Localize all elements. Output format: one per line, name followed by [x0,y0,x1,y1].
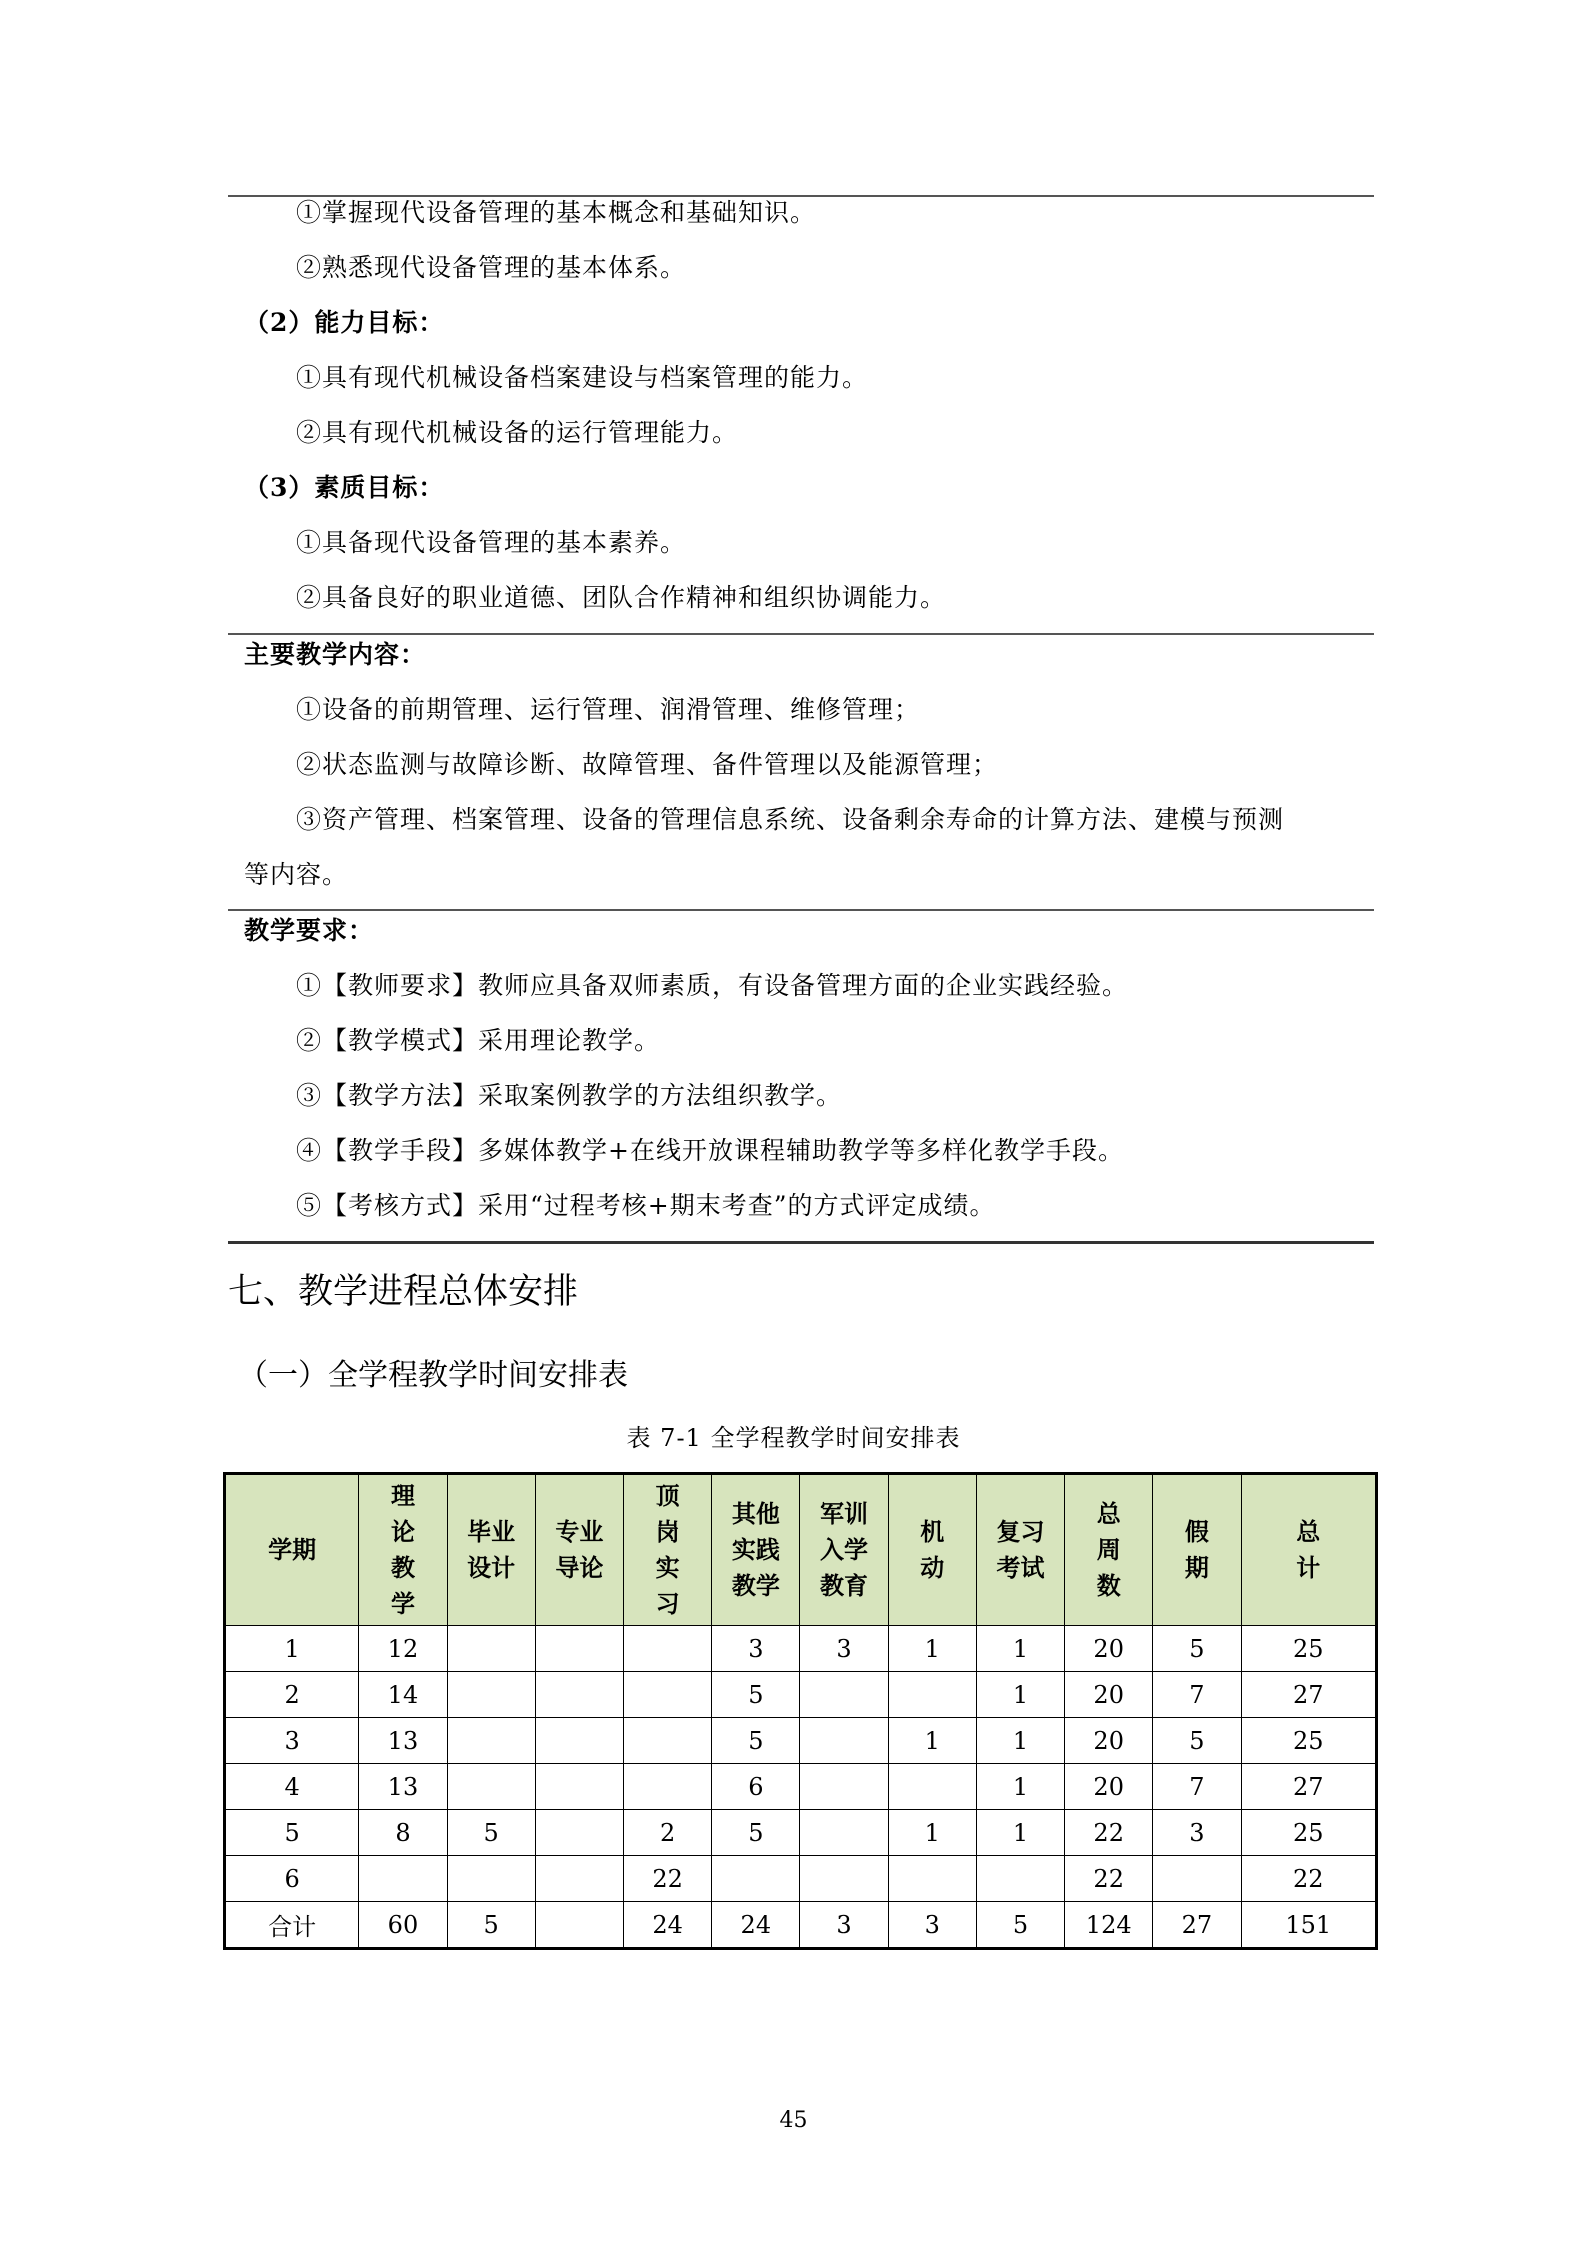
table-cell: 1 [888,1626,976,1672]
table-cell [800,1810,888,1856]
table-cell: 5 [712,1672,800,1718]
table-cell: 1 [976,1672,1064,1718]
requirement-item-4: ④【教学手段】多媒体教学+在线开放课程辅助教学等多样化教学手段。 [296,1136,1124,1165]
requirement-item-3: ③【教学方法】采取案例教学的方法组织教学。 [296,1081,843,1110]
table-cell [535,1626,623,1672]
quality-item-2: ②具备良好的职业道德、团队合作精神和组织协调能力。 [296,583,947,612]
table-cell [624,1764,712,1810]
table-cell [359,1856,447,1902]
table-row [225,1718,1377,1764]
requirements-heading: 教学要求： [244,916,375,945]
table-cell: 27 [1153,1902,1241,1949]
subsection-title: （一）全学程教学时间安排表 [238,1358,628,1393]
table-cell: 6 [712,1764,800,1810]
ability-item-2: ②具有现代机械设备的运行管理能力。 [296,418,739,447]
knowledge-item-1: ①掌握现代设备管理的基本概念和基础知识。 [296,198,817,227]
table-cell: 20 [1065,1626,1153,1672]
table-header-cell: 机 动 [888,1474,976,1626]
page-number: 45 [779,2108,808,2133]
table-cell: 3 [800,1626,888,1672]
table-header-cell: 总 周 数 [1065,1474,1153,1626]
requirement-item-1: ①【教师要求】教师应具备双师素质，有设备管理方面的企业实践经验。 [296,971,1129,1000]
table-cell [447,1672,535,1718]
table-cell: 60 [359,1902,447,1949]
table-cell: 1 [888,1810,976,1856]
table-row [225,1810,1377,1856]
table-header-cell: 毕业 设计 [447,1474,535,1626]
table-row [225,1764,1377,1810]
table-cell [800,1672,888,1718]
content-heading: 主要教学内容： [244,640,427,669]
table-cell [447,1856,535,1902]
table-cell [712,1856,800,1902]
table-cell: 6 [225,1856,359,1902]
table-cell: 4 [225,1764,359,1810]
table-cell: 25 [1241,1810,1376,1856]
table-cell: 7 [1153,1672,1241,1718]
table-cell [800,1718,888,1764]
table-cell: 22 [1065,1856,1153,1902]
table-cell: 5 [976,1902,1064,1949]
table-cell: 1 [976,1718,1064,1764]
table-cell: 12 [359,1626,447,1672]
table-cell [447,1626,535,1672]
table-cell: 13 [359,1718,447,1764]
table-cell: 1 [976,1764,1064,1810]
table-cell: 22 [1065,1810,1153,1856]
table-header-row [225,1474,1377,1626]
top-rule [228,195,1374,197]
table-cell: 5 [712,1810,800,1856]
table-cell: 2 [624,1810,712,1856]
table-cell [888,1672,976,1718]
table-cell: 2 [225,1672,359,1718]
table-cell [800,1764,888,1810]
table-cell [1153,1856,1241,1902]
table-cell: 5 [1153,1718,1241,1764]
table-row [225,1856,1377,1902]
table-cell: 22 [624,1856,712,1902]
table-body [225,1626,1377,1949]
table-cell: 24 [712,1902,800,1949]
table-cell [535,1902,623,1949]
table-cell [800,1856,888,1902]
table-cell: 24 [624,1902,712,1949]
table-cell: 5 [712,1718,800,1764]
table-cell: 5 [447,1902,535,1949]
table-cell: 1 [976,1810,1064,1856]
table-cell: 13 [359,1764,447,1810]
table-cell: 1 [225,1626,359,1672]
table-header-cell: 理 论 教 学 [359,1474,447,1626]
table-row [225,1672,1377,1718]
table-cell: 合计 [225,1902,359,1949]
table-cell: 7 [1153,1764,1241,1810]
table-cell: 20 [1065,1718,1153,1764]
table-row [225,1626,1377,1672]
table-cell [447,1764,535,1810]
table-cell: 3 [800,1902,888,1949]
content-rule [228,633,1374,635]
requirement-item-5: ⑤【考核方式】采用“过程考核+期末考查”的方式评定成绩。 [296,1191,996,1220]
table-cell: 1 [976,1626,1064,1672]
table-header-cell: 复习 考试 [976,1474,1064,1626]
table-cell [535,1718,623,1764]
table-cell: 27 [1241,1764,1376,1810]
table-cell: 22 [1241,1856,1376,1902]
table-cell [888,1764,976,1810]
content-continuation: 等内容。 [244,860,349,889]
ability-item-1: ①具有现代机械设备档案建设与档案管理的能力。 [296,363,869,392]
schedule-table [223,1472,1378,1950]
table-cell [624,1672,712,1718]
table-header-cell: 其他 实践 教学 [712,1474,800,1626]
table-cell: 151 [1241,1902,1376,1949]
table-caption: 表 7-1 全学程教学时间安排表 [626,1424,961,1452]
bottom-rule [228,1241,1374,1244]
table-cell: 25 [1241,1626,1376,1672]
table-cell: 1 [888,1718,976,1764]
table-cell: 20 [1065,1672,1153,1718]
table-cell: 3 [712,1626,800,1672]
table-row [225,1902,1377,1949]
requirements-rule [228,909,1374,911]
table-cell [535,1764,623,1810]
table-cell: 3 [1153,1810,1241,1856]
table-cell: 124 [1065,1902,1153,1949]
table-cell [535,1810,623,1856]
table-header-cell: 假 期 [1153,1474,1241,1626]
quality-item-1: ①具备现代设备管理的基本素养。 [296,528,687,557]
table-header-cell: 军训 入学 教育 [800,1474,888,1626]
table-cell: 14 [359,1672,447,1718]
table-cell: 5 [447,1810,535,1856]
content-item-1: ①设备的前期管理、运行管理、润滑管理、维修管理； [296,695,921,724]
table-cell: 5 [225,1810,359,1856]
table-cell [624,1626,712,1672]
table-cell: 5 [1153,1626,1241,1672]
table-cell: 20 [1065,1764,1153,1810]
table-header-cell: 专业 导论 [535,1474,623,1626]
knowledge-item-2: ②熟悉现代设备管理的基本体系。 [296,253,687,282]
table-cell [888,1856,976,1902]
table-cell: 3 [225,1718,359,1764]
content-item-3: ③资产管理、档案管理、设备的管理信息系统、设备剩余寿命的计算方法、建模与预测 [296,805,1285,834]
table-cell [535,1856,623,1902]
table-cell [624,1718,712,1764]
table-cell: 3 [888,1902,976,1949]
table-header-cell: 总 计 [1241,1474,1376,1626]
table-cell: 27 [1241,1672,1376,1718]
table-cell [535,1672,623,1718]
table-cell: 8 [359,1810,447,1856]
table-cell [976,1856,1064,1902]
table-cell [447,1718,535,1764]
content-item-2: ②状态监测与故障诊断、故障管理、备件管理以及能源管理； [296,750,999,779]
quality-heading: （3）素质目标： [244,473,445,502]
table-cell: 25 [1241,1718,1376,1764]
requirement-item-2: ②【教学模式】采用理论教学。 [296,1026,661,1055]
table-header-cell: 顶 岗 实 习 [624,1474,712,1626]
table-header-cell: 学期 [225,1474,359,1626]
section-title: 七、教学进程总体安排 [228,1272,579,1312]
ability-heading: （2）能力目标： [244,308,445,337]
